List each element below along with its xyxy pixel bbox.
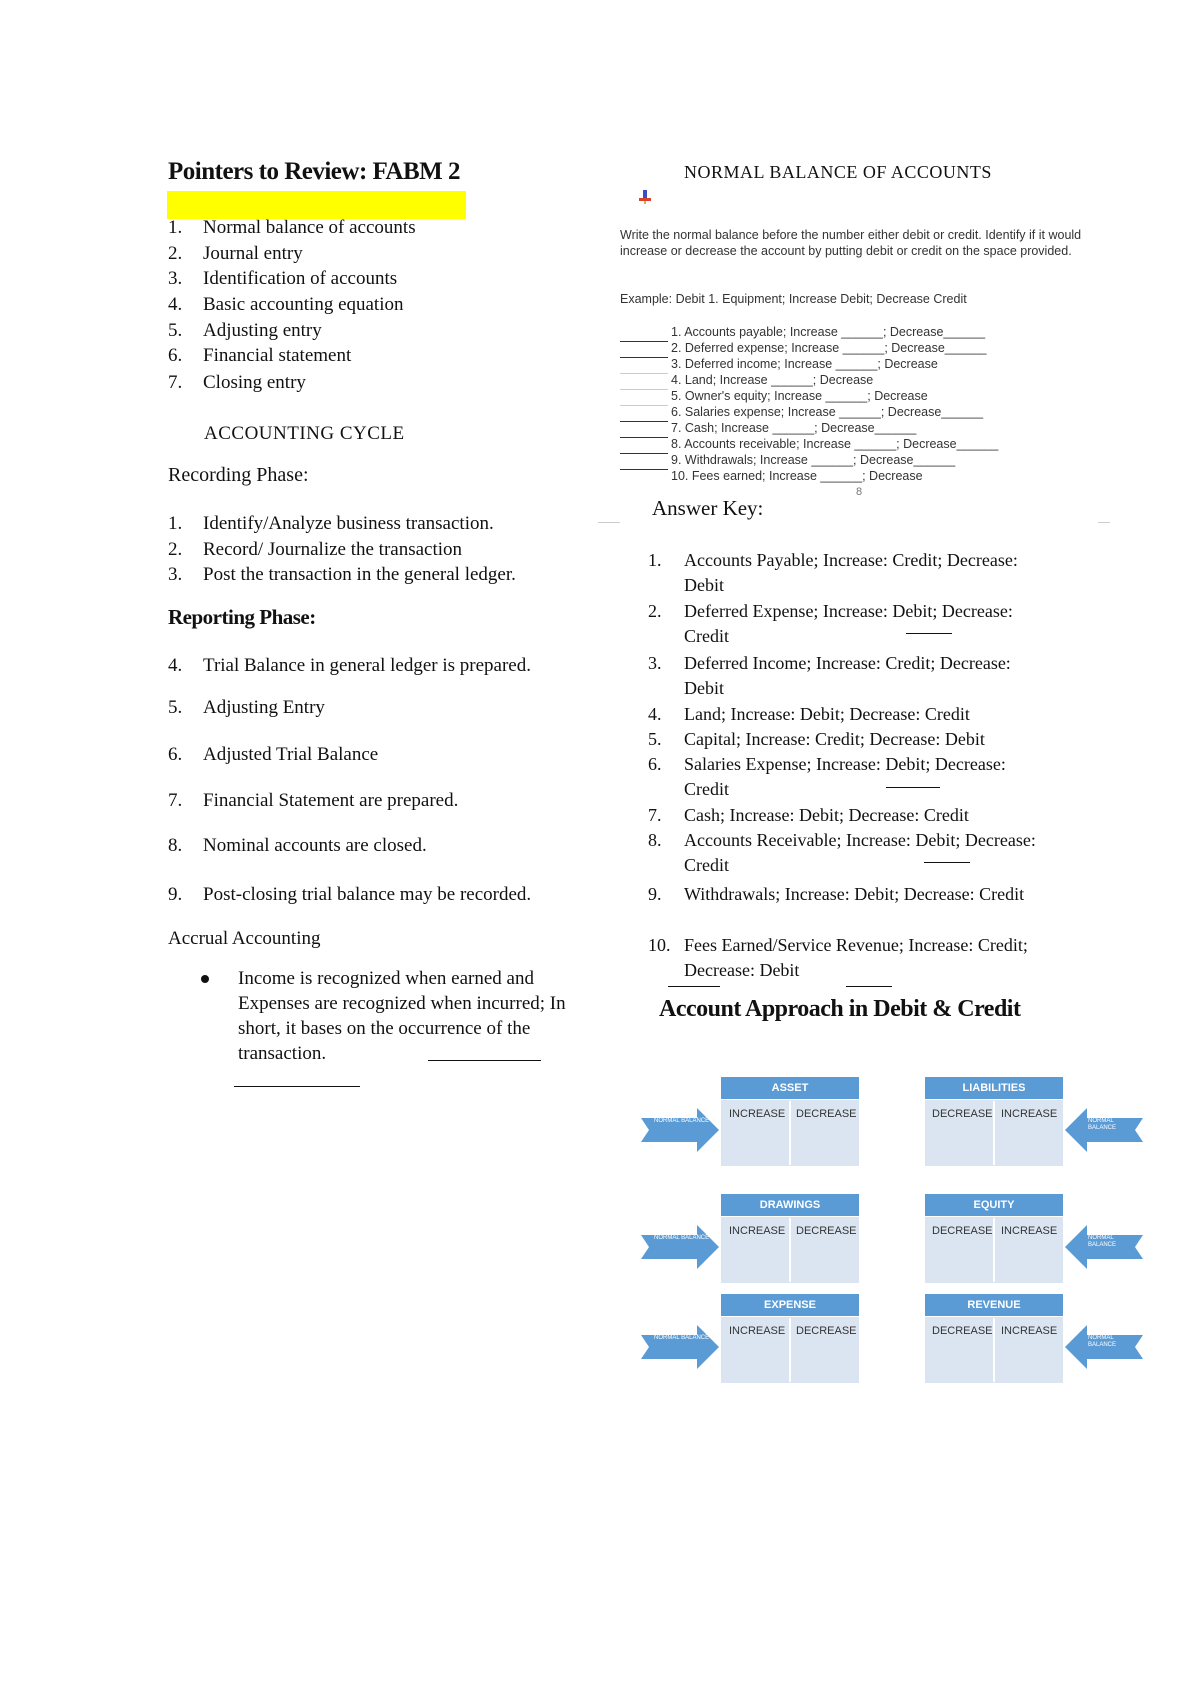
t-account-divider <box>993 1218 995 1282</box>
worksheet-item: 4. Land; Increase ______; Decrease <box>671 373 874 387</box>
arrow-label: NORMAL BALANCE <box>1088 1118 1117 1131</box>
worksheet-item: 9. Withdrawals; Increase ______; Decrease______ <box>671 453 956 467</box>
underline-decoration <box>668 986 720 987</box>
t-account-left-label: DECREASE <box>932 1325 993 1337</box>
recording-phase-heading: Recording Phase: <box>168 464 309 486</box>
arrow-label: NORMAL BALANCE <box>1088 1235 1117 1248</box>
worksheet-example: Example: Debit 1. Equipment; Increase Debit; Decrease Credit <box>620 292 967 306</box>
answer-blank-line <box>620 437 668 438</box>
answer-blank-line <box>620 421 668 422</box>
list-item: 4. Basic accounting equation <box>168 294 404 315</box>
list-item: 2. Journal entry <box>168 243 303 264</box>
page-number: 8 <box>856 486 863 498</box>
list-item: 7. Financial Statement are prepared. <box>168 790 459 811</box>
t-account-divider <box>993 1101 995 1165</box>
list-item: 5. Adjusting Entry <box>168 697 325 718</box>
list-item: 2. Deferred Expense; Increase: Debit; Decrease: Credit <box>648 601 1013 646</box>
t-account-left-label: DECREASE <box>932 1108 993 1120</box>
t-account-header: EQUITY <box>925 1194 1063 1216</box>
t-account-header: REVENUE <box>925 1294 1063 1316</box>
list-item: 7. Closing entry <box>168 372 306 393</box>
answer-blank-line <box>620 341 668 342</box>
list-item: 6. Adjusted Trial Balance <box>168 744 379 765</box>
account-approach-heading: Account Approach in Debit & Credit <box>659 996 1021 1022</box>
list-item: 3. Deferred Income; Increase: Credit; Decrease: Debit <box>648 653 1011 698</box>
list-item: 8. Nominal accounts are closed. <box>168 835 427 856</box>
t-account-right-label: DECREASE <box>796 1108 857 1120</box>
answer-blank-line <box>620 373 668 374</box>
answer-blank-line <box>620 357 668 358</box>
arrow-label: NORMAL BALANCE <box>1088 1335 1117 1348</box>
t-account-header: DRAWINGS <box>721 1194 859 1216</box>
normal-balance-heading: NORMAL BALANCE OF ACCOUNTS <box>684 162 992 182</box>
list-item: 4. Land; Increase: Debit; Decrease: Credit <box>648 704 970 724</box>
list-item: 9. Post-closing trial balance may be recorded. <box>168 884 532 905</box>
answer-blank-line <box>620 405 668 406</box>
answer-key-heading: Answer Key: <box>652 496 764 520</box>
list-item: 5. Capital; Increase: Credit; Decrease: Debit <box>648 729 985 749</box>
accrual-bullet-text: Income is recognized when earned and Expenses are recognized when incurred; In short, it bases on the occurrence of the transaction. <box>238 968 566 1064</box>
list-item: 2. Record/ Journalize the transaction <box>168 539 463 560</box>
worksheet-item: 2. Deferred expense; Increase ______; Decrease______ <box>671 341 987 355</box>
underline-decoration <box>886 787 940 788</box>
t-account-right-label: INCREASE <box>1001 1108 1058 1120</box>
answer-blank-line <box>620 389 668 390</box>
list-item: 1. Identify/Analyze business transaction. <box>168 513 494 534</box>
list-item: 5. Adjusting entry <box>168 320 322 341</box>
worksheet-item: 5. Owner's equity; Increase ______; Decrease <box>671 389 928 403</box>
answer-blank-line <box>620 469 668 470</box>
t-account-left-label: INCREASE <box>729 1325 786 1337</box>
answer-blank-line <box>620 453 668 454</box>
normal-balance-arrow-icon <box>641 1108 721 1152</box>
worksheet-item: 1. Accounts payable; Increase ______; Decrease______ <box>671 325 986 339</box>
list-item: 3. Post the transaction in the general ledger. <box>168 564 516 585</box>
underline-decoration <box>924 862 970 863</box>
t-account-left-label: DECREASE <box>932 1225 993 1237</box>
bullet-icon <box>201 975 209 983</box>
worksheet-instruction: Write the normal balance before the number either debit or credit. Identify if it would increase or decrease the account by putting debit or credit on the space provided. <box>620 228 1082 258</box>
list-item: 8. Accounts Receivable; Increase: Debit; Decrease: Credit <box>648 830 1036 875</box>
t-account-divider <box>789 1318 791 1382</box>
t-account-right-label: DECREASE <box>796 1325 857 1337</box>
worksheet-item: 7. Cash; Increase ______; Decrease______ <box>671 421 917 435</box>
list-item: 6. Salaries Expense; Increase: Debit; Decrease: Credit <box>648 754 1006 799</box>
normal-balance-arrow-icon <box>641 1225 721 1269</box>
t-account-right-label: INCREASE <box>1001 1325 1058 1337</box>
divider <box>598 522 620 523</box>
list-item: 10. Fees Earned/Service Revenue; Increase: Credit; Decrease: Debit <box>648 935 1028 980</box>
arrow-label: NORMAL BALANCE <box>654 1335 710 1341</box>
pin-icon <box>638 190 652 204</box>
accounting-cycle-heading: ACCOUNTING CYCLE <box>204 423 405 444</box>
t-account-header: EXPENSE <box>721 1294 859 1316</box>
worksheet-item: 6. Salaries expense; Increase ______; Decrease______ <box>671 405 984 419</box>
t-account-right-label: DECREASE <box>796 1225 857 1237</box>
page-title: Pointers to Review: FABM 2 <box>168 158 461 185</box>
list-item: 9. Withdrawals; Increase: Debit; Decrease: Credit <box>648 884 1025 904</box>
list-item: 7. Cash; Increase: Debit; Decrease: Credit <box>648 805 969 825</box>
underline-decoration <box>846 986 892 987</box>
divider <box>1098 522 1110 523</box>
worksheet-item: 3. Deferred income; Increase ______; Decrease <box>671 357 938 371</box>
worksheet-item: 10. Fees earned; Increase ______; Decrease <box>671 469 923 483</box>
reporting-phase-heading: Reporting Phase: <box>168 605 316 629</box>
arrow-label: NORMAL BALANCE <box>654 1235 710 1241</box>
arrow-label: NORMAL BALANCE <box>654 1118 710 1124</box>
worksheet-item: 8. Accounts receivable; Increase ______; Decrease______ <box>671 437 999 451</box>
list-item: 6. Financial statement <box>168 345 352 366</box>
t-account-divider <box>789 1218 791 1282</box>
yellow-highlight-bar <box>167 191 466 219</box>
normal-balance-arrow-icon <box>641 1325 721 1369</box>
t-account-left-label: INCREASE <box>729 1225 786 1237</box>
list-item: 1. Normal balance of accounts <box>168 217 416 238</box>
accrual-accounting-heading: Accrual Accounting <box>168 928 321 949</box>
list-item: 1. Accounts Payable; Increase: Credit; Decrease: Debit <box>648 550 1018 595</box>
underline-decoration <box>234 1086 360 1087</box>
t-account-header: ASSET <box>721 1077 859 1099</box>
list-item: 4. Trial Balance in general ledger is prepared. <box>168 655 531 676</box>
t-account-right-label: INCREASE <box>1001 1225 1058 1237</box>
t-account-divider <box>789 1101 791 1165</box>
t-account-header: LIABILITIES <box>925 1077 1063 1099</box>
underline-decoration <box>428 1060 541 1061</box>
t-account-left-label: INCREASE <box>729 1108 786 1120</box>
list-item: 3. Identification of accounts <box>168 268 398 289</box>
t-account-divider <box>993 1318 995 1382</box>
underline-decoration <box>906 633 952 634</box>
